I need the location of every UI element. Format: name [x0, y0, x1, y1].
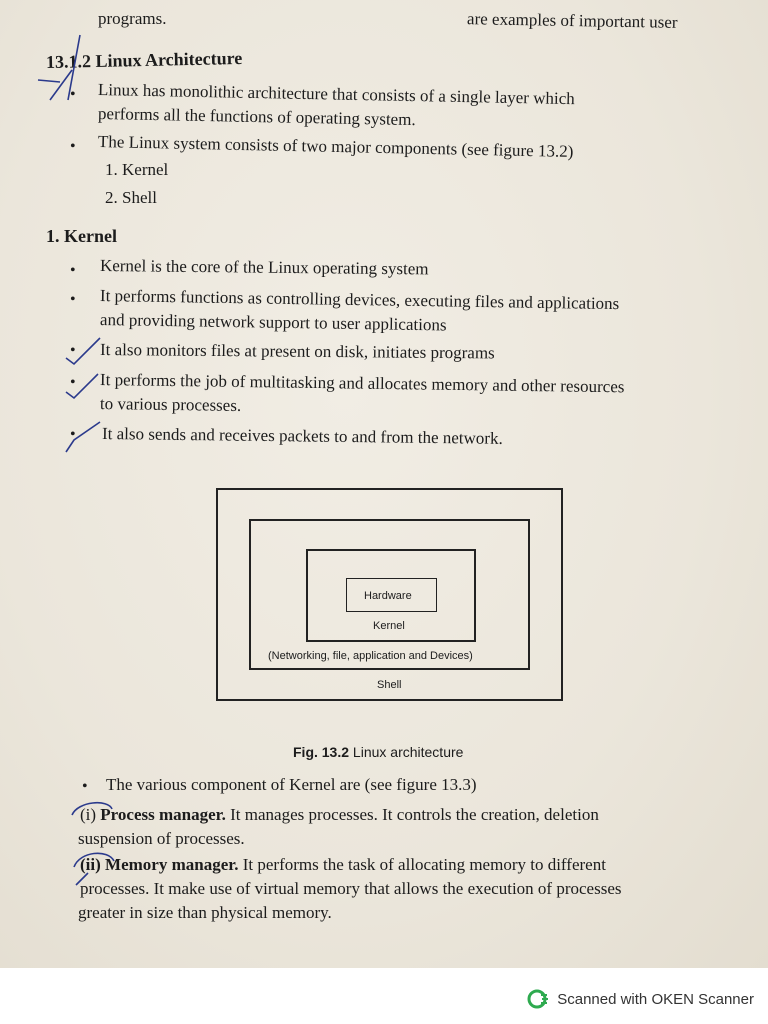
- kernel-bullet-4-line2: to various processes.: [99, 394, 242, 415]
- component-kernel: 1. Kernel: [105, 160, 169, 179]
- memory-manager-line2: processes. It make use of virtual memory that allows the execution of processes: [80, 879, 622, 898]
- process-manager-line2: suspension of processes.: [78, 829, 245, 848]
- top-line-right: are examples of important user: [466, 9, 678, 32]
- oken-scanner-logo-icon: [527, 988, 549, 1010]
- component-shell: 2. Shell: [105, 188, 157, 207]
- bullet-glyph: •: [82, 778, 88, 795]
- kernel-bullet-3: It also monitors files at present on disk, initiates programs: [99, 340, 495, 363]
- figure-caption: [293, 744, 463, 760]
- component-intro: The various component of Kernel are (see figure 13.3): [106, 775, 477, 794]
- kernel-sub-label: (Networking, file, application and Devices): [268, 650, 473, 662]
- kernel-label: Kernel: [373, 620, 405, 632]
- figure-caption-text: Linux architecture: [349, 744, 464, 760]
- bullet-glyph: •: [70, 262, 76, 279]
- scanner-footer: [0, 968, 768, 1024]
- bullet-glyph: •: [70, 426, 76, 443]
- bullet-glyph: •: [70, 86, 76, 103]
- kernel-bullet-4-line1: It performs the job of multitasking and allocates memory and other resources: [99, 370, 625, 397]
- item1-title: Process manager.: [100, 805, 226, 824]
- item2-title: Memory manager.: [105, 855, 239, 874]
- item2-text: It performs the task of allocating memory to different: [238, 855, 606, 874]
- figure-caption-number: Fig. 13.2: [293, 744, 350, 760]
- section-number: 13.1.2: [45, 51, 92, 73]
- arch-bullet-1-line2: performs all the functions of operating system.: [97, 104, 416, 130]
- arch-bullet-2-line1: The Linux system consists of two major components (see figure 13.2): [97, 132, 574, 161]
- kernel-bullet-2-line1: It performs functions as controlling devices, executing files and applications: [99, 286, 620, 314]
- pen-tick-icon: [60, 330, 110, 460]
- scanner-watermark: [527, 988, 754, 1010]
- process-manager-line1: [80, 805, 599, 825]
- bullet-glyph: •: [70, 374, 76, 391]
- scanner-text: Scanned with OKEN Scanner: [557, 990, 754, 1008]
- top-line-left: programs.: [98, 9, 167, 28]
- memory-manager-line3: greater in size than physical memory.: [78, 903, 332, 922]
- bullet-glyph: •: [70, 138, 76, 155]
- memory-manager-line1: [80, 855, 606, 875]
- arch-bullet-1-line1: Linux has monolithic architecture that consists of a single layer which: [97, 80, 575, 109]
- kernel-bullet-5: It also sends and receives packets to and from the network.: [101, 424, 503, 448]
- item2-number: (ii): [80, 855, 101, 874]
- shell-label: Shell: [377, 679, 402, 691]
- item1-number: (i): [80, 805, 97, 824]
- pen-circle-icon: [68, 795, 128, 895]
- kernel-bullet-2-line2: and providing network support to user applications: [99, 310, 447, 335]
- section-title: Linux Architecture: [95, 47, 243, 72]
- pen-mark-icon: [30, 30, 110, 110]
- kernel-heading: 1. Kernel: [46, 226, 117, 246]
- item1-text: It manages processes. It controls the creation, deletion: [225, 805, 599, 824]
- bullet-glyph: •: [70, 342, 76, 359]
- kernel-bullet-1: Kernel is the core of the Linux operating system: [99, 256, 429, 279]
- bullet-glyph: •: [70, 291, 76, 308]
- hardware-label: Hardware: [364, 590, 412, 602]
